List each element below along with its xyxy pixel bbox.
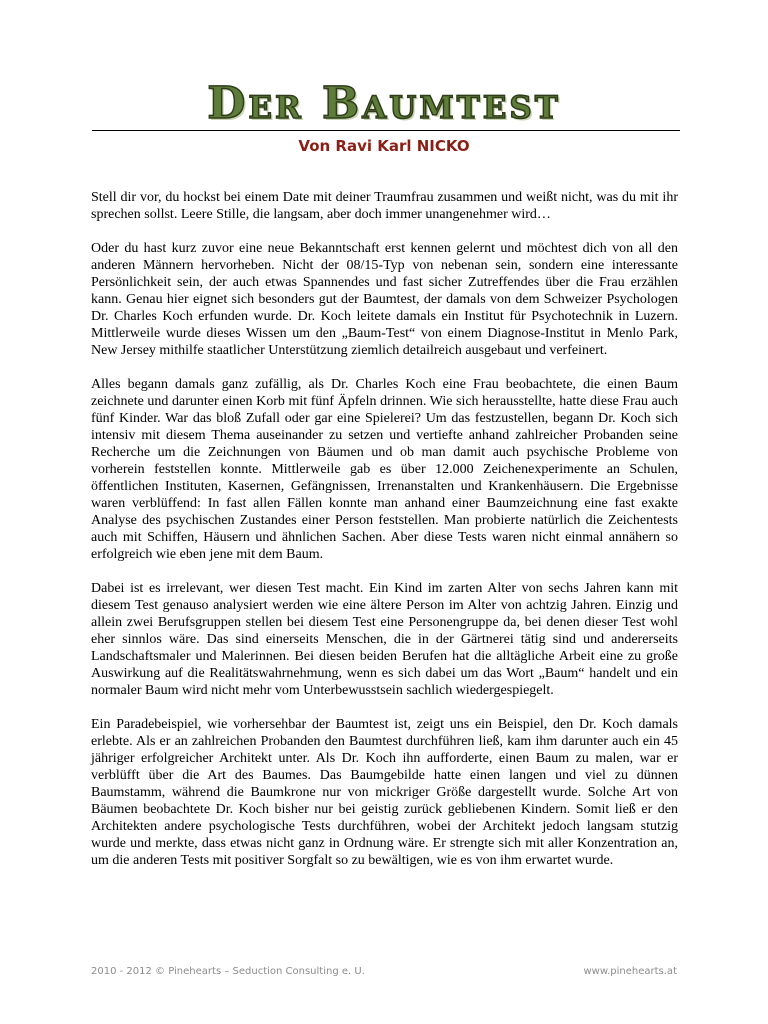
paragraph: Stell dir vor, du hockst bei einem Date mit deiner Traumfrau zusammen und weißt nicht, was du mit ihr sprechen sollst. Leere Stille, die langsam, aber doch immer unangenehmer wird… [91,190,678,222]
paragraph: Ein Paradebeispiel, wie vorhersehbar der Baumtest ist, zeigt uns ein Beispiel, den Dr. Koch damals erlebte. Als er an zahlreichen Probanden den Baumtest durchführen ließ, kam ihm darunter auch ein 45 jähriger erfolgreicher Architekt unter. Als Dr. Koch ihn aufforderte, einen Baum zu malen, war er verblüfft über die Art des Baumes. Das Baumgebilde hatte einen langen und viel zu dünnen Baumstamm, während die Baumkrone nur von mickriger Größe dargestellt wurde. Solche Art von Bäumen beobachtete Dr. Koch bisher nur bei geistig zurück gebliebenen Kindern. Somit ließ er den Architekten andere psychologische Tests durchführen, wobei der Architekt jedoch langsam stutzig wurde und merkte, dass etwas nicht ganz in Ordnung wäre. Er strengte sich mit aller Konzentration an, um die anderen Tests mit positiver Sorgfalt so zu bewältigen, wie es von ihm erwartet wurde. [91,717,678,868]
author-byline: Von Ravi Karl NICKO [298,137,470,155]
footer-copyright: 2010 - 2012 © Pinehearts – Seduction Consulting e. U. [91,966,365,977]
paragraph: Oder du hast kurz zuvor eine neue Bekanntschaft erst kennen gelernt und möchtest dich von all den anderen Männern hervorheben. Nicht der 08/15-Typ von nebenan sein, sondern eine interessante Persönlichkeit sein, der auch etwas Spannendes und fast sicher Zutreffendes über die Frau erzählen kann. Genau hier eignet sich besonders gut der Baumtest, der damals von dem Schweizer Psychologen Dr. Charles Koch erfunden wurde. Dr. Koch leitete damals ein Institut für Psychotechnik in Luzern. Mittlerweile wurde dieses Wissen um den „Baum-Test“ von einem Diagnose-Institut in Menlo Park, New Jersey mithilfe staatlicher Unterstützung ziemlich detailreich ausgebaut und verfeinert. [91,241,678,358]
paragraph: Alles begann damals ganz zufällig, als Dr. Charles Koch eine Frau beobachtete, die einen Baum zeichnete und darunter einen Korb mit fünf Äpfeln drinnen. Wie sich herausstellte, hatte diese Frau auch fünf Kinder. War das bloß Zufall oder gar eine Spielerei? Um das festzustellen, begann Dr. Koch sich intensiv mit diesem Thema auseinander zu setzen und vertiefte anhand zahlreicher Probanden seine Recherche um die Zeichnungen von Bäumen und ob man damit auch psychische Probleme von vorherein feststellen konnte. Mittlerweile gab es über 12.000 Zeichenexperimente an Schulen, öffentlichen Instituten, Kasernen, Gefängnissen, Irrenanstalten und Krankenhäusern. Die Ergebnisse waren verblüffend: In fast allen Fällen konnte man anhand einer Baumzeichnung eine fast exakte Analyse des psychischen Zustandes einer Person feststellen. Man probierte natürlich die Zeichentests auch mit Schiffen, Häusern und ähnlichen Sachen. Aber diese Tests waren nicht einmal annähern so erfolgreich wie eben jene mit dem Baum. [91,377,678,562]
paragraph: Dabei ist es irrelevant, wer diesen Test macht. Ein Kind im zarten Alter von sechs Jahren kann mit diesem Test genauso analysiert werden wie eine ältere Person im Alter von achtzig Jahren. Einzig und allein zwei Berufsgruppen stellen bei diesem Test eine Personengruppe da, bei denen dieser Test wohl eher sinnlos wäre. Das sind einerseits Menschen, die in der Gärtnerei tätig sind und andererseits Landschaftsmaler und Malerinnen. Bei diesen beiden Berufen hat die alltägliche Arbeit eine zu große Auswirkung auf die Realitätswahrnehmung, wenn es sich dabei um das Wort „Baum“ handelt und ein normaler Baum wird nicht mehr vom Unterbewusstsein sachlich wiedergespiegelt. [91,581,678,698]
footer-website: www.pinehearts.at [583,966,677,977]
title-divider [92,130,680,131]
article-body [91,189,678,886]
document-title: Der Baumtest [207,78,561,129]
